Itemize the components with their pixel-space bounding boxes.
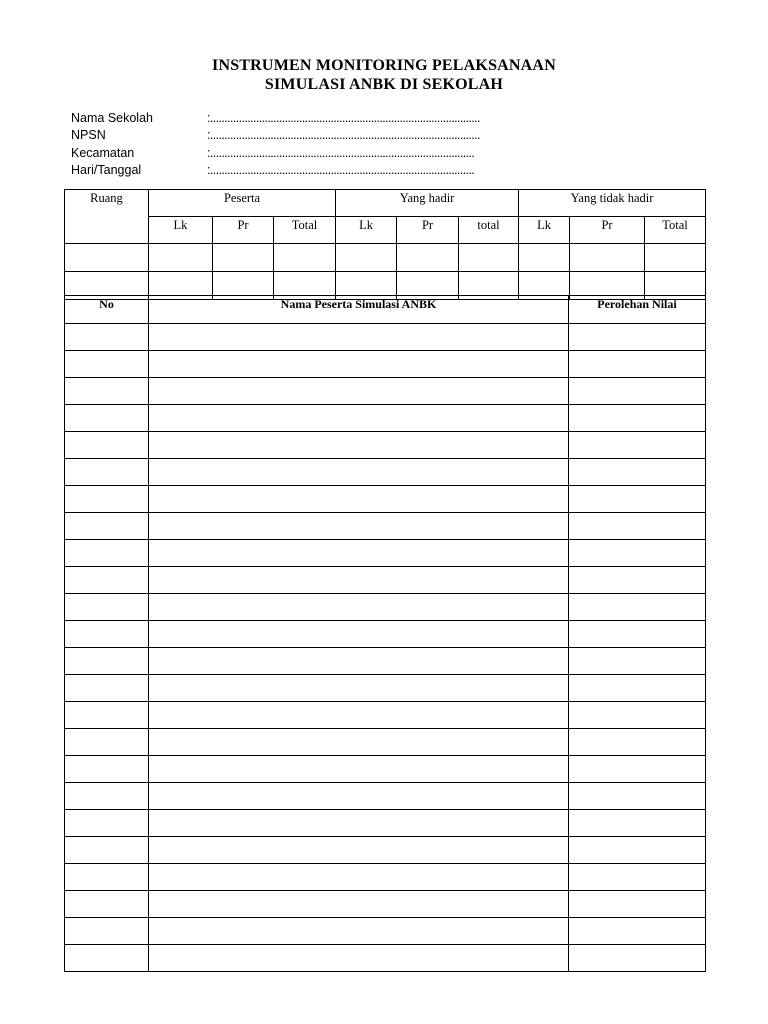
field-label: Nama Sekolah (71, 111, 153, 125)
table-cell[interactable] (569, 864, 706, 891)
table-cell[interactable] (65, 405, 149, 432)
table-row (65, 594, 706, 621)
table-cell[interactable] (149, 540, 569, 567)
table-cell[interactable] (149, 702, 569, 729)
table-row (65, 891, 706, 918)
table-cell[interactable] (149, 837, 569, 864)
subheader-lk: Lk (519, 217, 570, 244)
field-label: Hari/Tanggal (71, 163, 142, 177)
subheader-lk: Lk (149, 217, 213, 244)
table-row (65, 351, 706, 378)
subheader-pr: Pr (213, 217, 274, 244)
table-cell[interactable] (65, 891, 149, 918)
table-cell[interactable] (65, 729, 149, 756)
table-cell[interactable] (569, 837, 706, 864)
header-nama-peserta: Nama Peserta Simulasi ANBK (149, 296, 569, 324)
table-cell[interactable] (65, 432, 149, 459)
table-cell[interactable] (149, 405, 569, 432)
table-row (65, 945, 706, 972)
field-dotted-line[interactable]: :............................................................................................ (207, 146, 475, 160)
table-cell[interactable] (65, 648, 149, 675)
table-cell[interactable] (65, 594, 149, 621)
table-cell[interactable] (569, 459, 706, 486)
table-row (65, 918, 706, 945)
field-dotted-line[interactable]: :.............................................................................................. (207, 128, 480, 142)
table-cell[interactable] (65, 837, 149, 864)
participant-table (64, 295, 706, 972)
table-cell[interactable] (213, 244, 274, 272)
table-row (65, 513, 706, 540)
table-cell[interactable] (569, 324, 706, 351)
table-cell[interactable] (65, 783, 149, 810)
table-cell[interactable] (274, 244, 336, 272)
table-row (65, 756, 706, 783)
table-cell[interactable] (149, 810, 569, 837)
subheader-total: Total (645, 217, 706, 244)
header-perolehan-nilai: Perolehan Nilai (569, 296, 706, 324)
table-cell[interactable] (569, 567, 706, 594)
table-cell[interactable] (149, 432, 569, 459)
header-yang-hadir: Yang hadir (336, 190, 519, 217)
table-cell[interactable] (569, 918, 706, 945)
table-cell[interactable] (65, 702, 149, 729)
table-cell[interactable] (149, 891, 569, 918)
table-cell[interactable] (569, 432, 706, 459)
table-cell[interactable] (569, 891, 706, 918)
table-row (65, 540, 706, 567)
table-cell[interactable] (65, 459, 149, 486)
table-cell[interactable] (149, 864, 569, 891)
table-cell[interactable] (149, 729, 569, 756)
table-cell[interactable] (569, 621, 706, 648)
table-row (65, 459, 706, 486)
table-row (65, 864, 706, 891)
table-cell[interactable] (569, 594, 706, 621)
subheader-total: total (459, 217, 519, 244)
table-cell[interactable] (149, 648, 569, 675)
table-cell[interactable] (149, 945, 569, 972)
table-cell[interactable] (459, 244, 519, 272)
table-cell[interactable] (149, 594, 569, 621)
table-cell[interactable] (569, 756, 706, 783)
table-row (65, 783, 706, 810)
subheader-pr: Pr (397, 217, 459, 244)
table-cell[interactable] (569, 648, 706, 675)
field-dotted-line[interactable]: :.............................................................................................. (207, 111, 480, 125)
field-label: NPSN (71, 128, 106, 142)
table-cell[interactable] (149, 244, 213, 272)
table-cell[interactable] (65, 621, 149, 648)
table-row (65, 729, 706, 756)
table-cell[interactable] (65, 513, 149, 540)
table-cell[interactable] (569, 405, 706, 432)
table-cell[interactable] (65, 864, 149, 891)
subheader-total: Total (274, 217, 336, 244)
table-cell[interactable] (65, 244, 149, 272)
table-cell[interactable] (570, 244, 645, 272)
table-row (65, 567, 706, 594)
table-cell[interactable] (149, 918, 569, 945)
subheader-lk: Lk (336, 217, 397, 244)
table-row (65, 405, 706, 432)
table-cell[interactable] (149, 378, 569, 405)
table-cell[interactable] (149, 621, 569, 648)
table-row (65, 486, 706, 513)
table-row (65, 648, 706, 675)
field-dotted-line[interactable]: :............................................................................................ (207, 163, 475, 177)
document-title-line-2: SIMULASI ANBK DI SEKOLAH (264, 76, 504, 93)
table-cell[interactable] (65, 918, 149, 945)
table-cell[interactable] (569, 486, 706, 513)
table-row (65, 621, 706, 648)
table-row (65, 810, 706, 837)
table-cell[interactable] (65, 756, 149, 783)
table-cell[interactable] (149, 459, 569, 486)
table-cell[interactable] (65, 567, 149, 594)
table-row (65, 432, 706, 459)
table-row (65, 324, 706, 351)
document-title-line-1: INSTRUMEN MONITORING PELAKSANAAN (212, 57, 556, 74)
table-row (65, 244, 706, 272)
subheader-pr: Pr (570, 217, 645, 244)
table-row (65, 378, 706, 405)
table-cell[interactable] (149, 324, 569, 351)
attendance-summary-table (64, 189, 706, 300)
table-cell[interactable] (519, 244, 570, 272)
header-yang-tidak-hadir: Yang tidak hadir (519, 190, 706, 217)
table-cell[interactable] (569, 945, 706, 972)
table-cell[interactable] (149, 513, 569, 540)
table-cell[interactable] (569, 378, 706, 405)
field-label: Kecamatan (71, 146, 135, 160)
table-cell[interactable] (336, 244, 397, 272)
table-row (65, 675, 706, 702)
table-cell[interactable] (149, 783, 569, 810)
table-cell[interactable] (149, 351, 569, 378)
table-cell[interactable] (569, 702, 706, 729)
table-cell[interactable] (397, 244, 459, 272)
table-cell[interactable] (569, 540, 706, 567)
table-cell[interactable] (65, 810, 149, 837)
table-cell[interactable] (149, 675, 569, 702)
table-cell[interactable] (569, 675, 706, 702)
table-cell[interactable] (65, 675, 149, 702)
header-peserta: Peserta (149, 190, 336, 217)
header-no: No (65, 296, 149, 324)
table-cell[interactable] (149, 756, 569, 783)
table-cell[interactable] (65, 945, 149, 972)
table-cell[interactable] (569, 351, 706, 378)
table-cell[interactable] (65, 486, 149, 513)
table-cell[interactable] (569, 783, 706, 810)
table-cell[interactable] (65, 378, 149, 405)
table-cell[interactable] (645, 244, 706, 272)
table-cell[interactable] (65, 540, 149, 567)
table-cell[interactable] (569, 729, 706, 756)
table-cell[interactable] (65, 351, 149, 378)
table-cell[interactable] (149, 567, 569, 594)
table-cell[interactable] (65, 324, 149, 351)
table-row (65, 837, 706, 864)
table-cell[interactable] (149, 486, 569, 513)
table-cell[interactable] (569, 810, 706, 837)
table-cell[interactable] (569, 513, 706, 540)
table-row (65, 702, 706, 729)
header-ruang: Ruang (65, 190, 149, 244)
